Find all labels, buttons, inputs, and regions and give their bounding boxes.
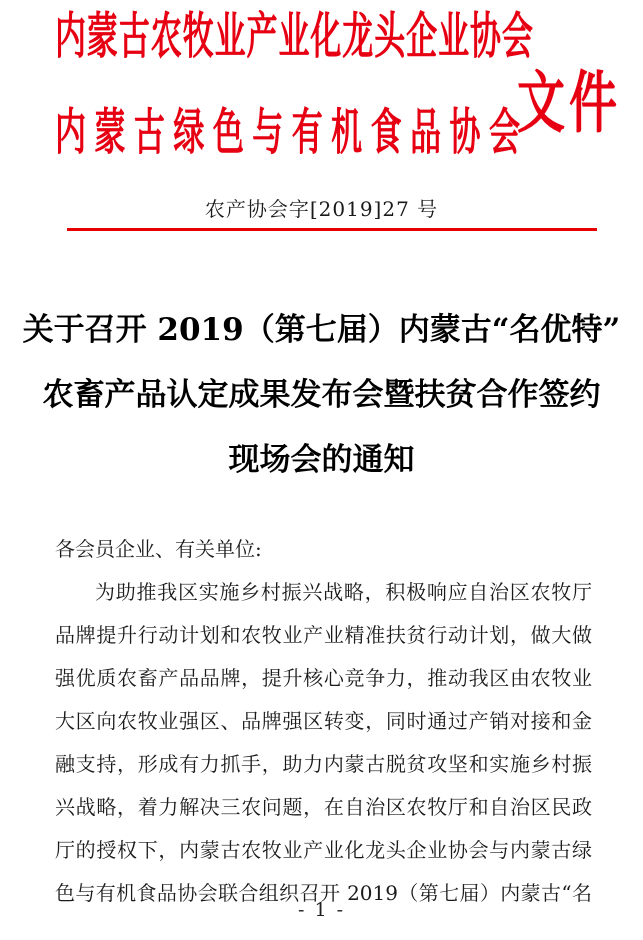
document-body (55, 528, 592, 915)
body-line: 兴战略，着力解决三农问题，在自治区农牧厅和自治区民政 (55, 795, 592, 819)
body-line: 为助推我区实施乡村振兴战略，积极响应自治区农牧厅 (95, 580, 592, 604)
title-line-3: 现场会的通知 (228, 442, 415, 478)
body-line: 品牌提升行动计划和农牧业产业精准扶贫行动计划，做大做 (55, 623, 592, 647)
page-number: - 1 - (297, 899, 345, 921)
document-reference-number: 农产协会字[2019]27 号 (204, 197, 439, 221)
title-line-2: 农畜产品认定成果发布会暨扶贫合作签约 (42, 377, 601, 413)
title-line-1: 关于召开 2019（第七届）内蒙古“名优特” (22, 312, 621, 348)
body-line: 色与有机食品协会联合组织召开 2019（第七届）内蒙古“名 (55, 881, 592, 905)
body-line: 厅的授权下，内蒙古农牧业产业化龙头企业协会与内蒙古绿 (55, 838, 592, 862)
letterhead-org-name-2: 内 蒙 古 绿 色 与 有 机 食 品 协 会 (55, 104, 520, 162)
document-title (20, 298, 623, 493)
letterhead-doc-type-label: 文件 (517, 64, 622, 143)
body-line: 强优质农畜产品品牌，提升核心竞争力，推动我区由农牧业 (55, 666, 592, 690)
letterhead-org-name-1: 内 蒙 古 农 牧 业 产 业 化 龙 头 企 业 协 会 (55, 8, 533, 66)
red-divider-line (67, 228, 597, 231)
body-line: 融支持，形成有力抓手，助力内蒙古脱贫攻坚和实施乡村振 (55, 752, 592, 776)
salutation-line: 各会员企业、有关单位: (55, 537, 262, 561)
body-line: 大区向农牧业强区、品牌强区转变，同时通过产销对接和金 (55, 709, 592, 733)
